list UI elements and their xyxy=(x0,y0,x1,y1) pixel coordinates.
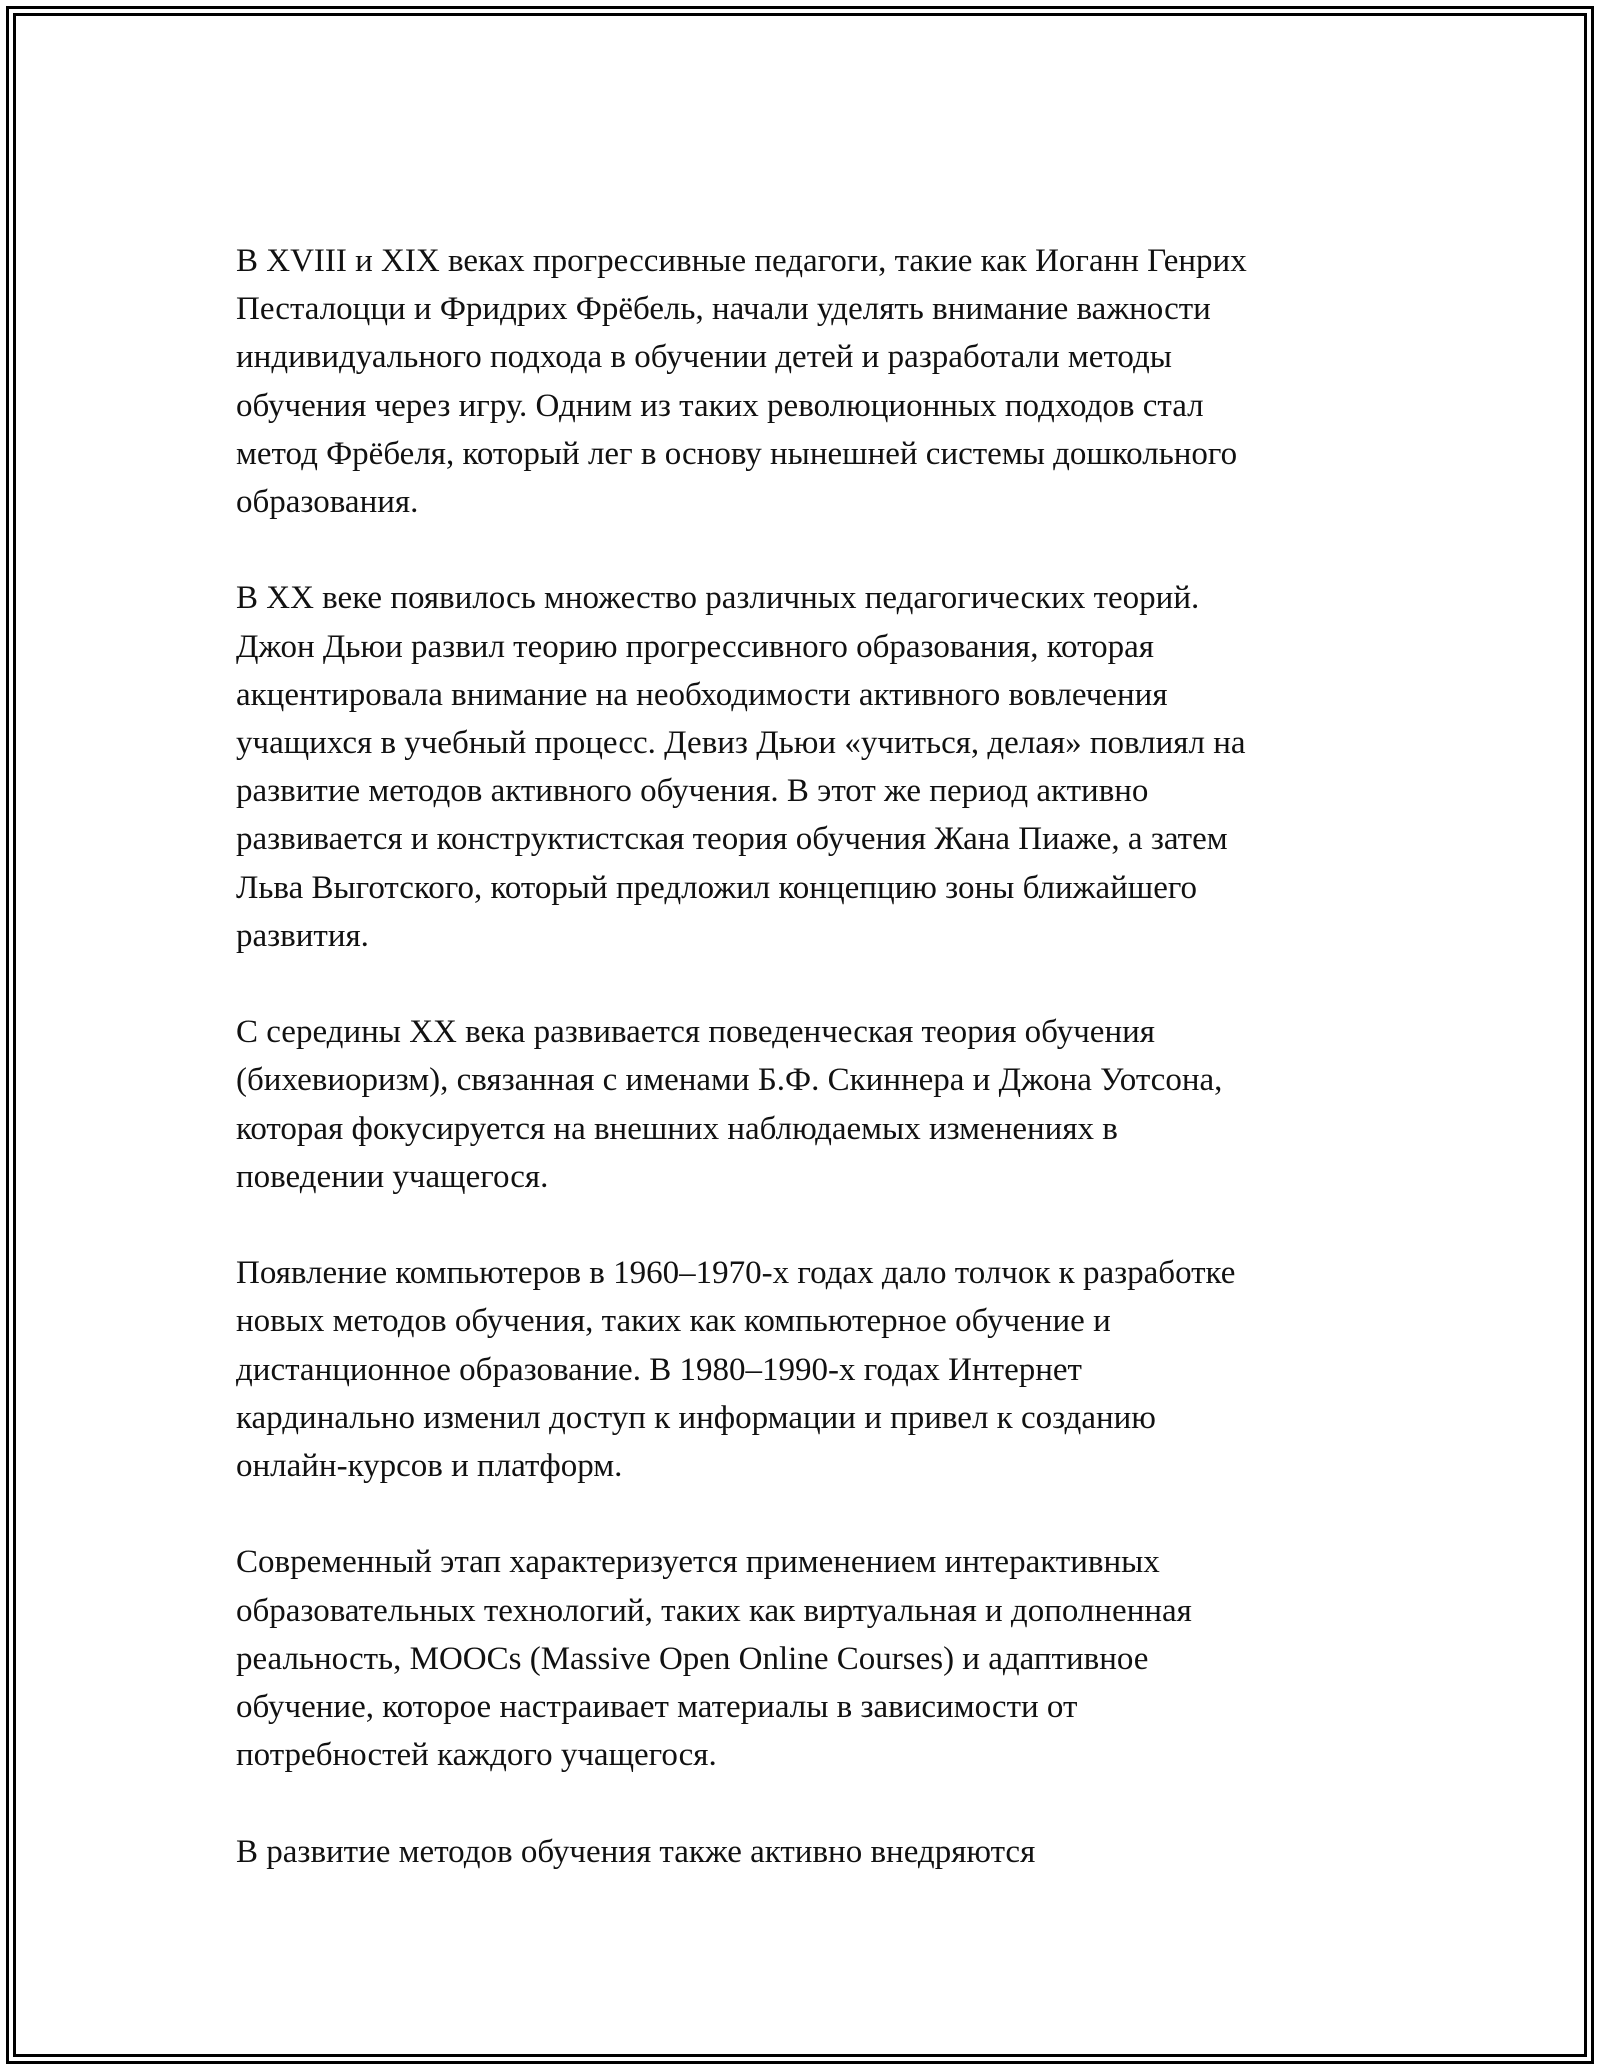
document-body xyxy=(236,237,1416,1924)
paragraph-computers-internet: Появление компьютеров в 1960–1970-х годах дало толчок к разработке новых методов обучения, таких как компьютерное обучение и дистанционное образование. В 1980–1990-х годах Интернет кардинально изменил доступ к информации и привел к созданию онлайн-курсов и платформ. xyxy=(236,1255,1236,1485)
paragraph-20-century-theories: В XX веке появилось множество различных педагогических теорий. Джон Дьюи развил теорию прогрессивного образования, которая акцентировала внимание на необходимости активного вовлечения учащихся в учебный процесс. Девиз Дьюи «учиться, делая» повлиял на развитие методов активного обучения. В этот же период активно развивается и конструктистская теория обучения Жана Пиаже, а затем Льва Выготского, который предложил концепцию зоны ближайшего развития. xyxy=(236,580,1246,954)
paragraph-18-19-century: В XVIII и XIX веках прогрессивные педагоги, такие как Иоганн Генрих Песталоцци и Фридрих Фрёбель, начали уделять внимание важности индивидуального подхода в обучении детей и разработали методы обучения через игру. Одним из таких революционных подходов стал метод Фрёбеля, который лег в основу нынешней системы дошкольного образования. xyxy=(236,243,1247,521)
paragraph-behaviorism: С середины XX века развивается поведенческая теория обучения (бихевиоризм), связанная с именами Б.Ф. Скиннера и Джона Уотсона, которая фокусируется на внешних наблюдаемых изменениях в поведении учащегося. xyxy=(236,1014,1223,1195)
paragraph-continuation: В развитие методов обучения также активно внедряются xyxy=(236,1833,1036,1870)
paragraph-modern-stage: Современный этап характеризуется применением интерактивных образовательных технологий, таких как виртуальная и дополненная реальность, MOOCs (Massive Open Online Courses) и адаптивное обучение, которое настраивает материалы в зависимости от потребностей каждого учащегося. xyxy=(236,1544,1192,1774)
